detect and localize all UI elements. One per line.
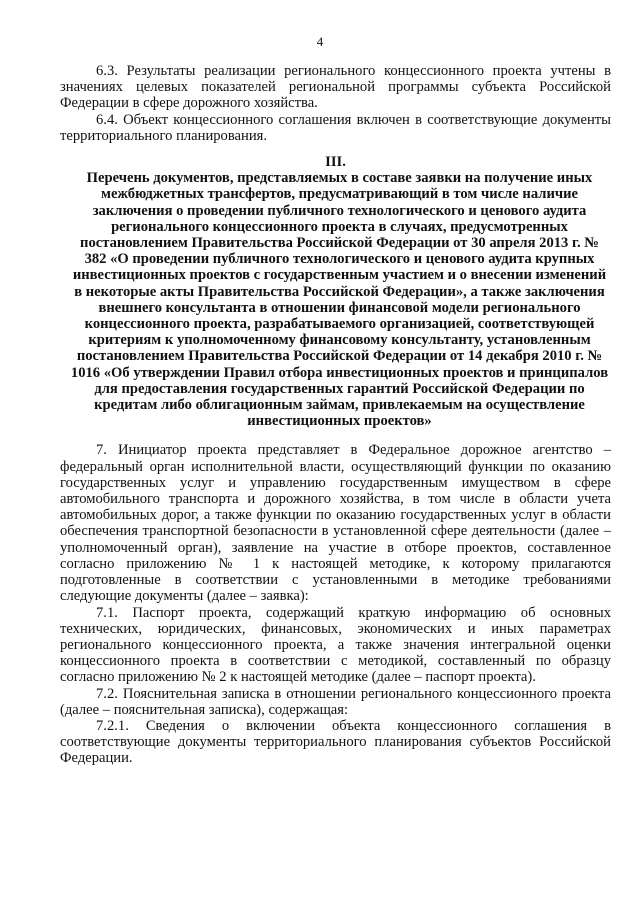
- paragraph-6-4: 6.4. Объект концессионного соглашения включен в соответствующие документы территориального планирования.: [60, 111, 611, 144]
- paragraph-7: 7. Инициатор проекта представляет в Федеральное дорожное агентство – федеральный орган исполнительной власти, осуществляющий функции по оказанию государственных услуг и управлению государственным имуществом в сфере автомобильного транспорта и дорожного хозяйства, в том числе в области учета автомобильных дорог, а также функции по оказанию государственных услуг в области обеспечения транспортной безопасности в установленной сфере деятельности (далее – уполномоченный орган), заявление на участие в отборе проектов, составленное согласно приложению № 1 к настоящей методике, к которому прилагаются подготовленные в соответствии с установленными в методике требованиями следующие документы (далее – заявка):: [60, 442, 611, 605]
- paragraph-7-2: 7.2. Пояснительная записка в отношении регионального концессионного проекта (далее – пояснительная записка), содержащая:: [60, 685, 611, 718]
- paragraph-7-2-1: 7.2.1. Сведения о включении объекта концессионного соглашения в соответствующие документы территориального планирования субъектов Российской Федерации.: [60, 717, 611, 767]
- paragraph-7-1: 7.1. Паспорт проекта, содержащий краткую информацию об основных технических, юридических, финансовых, экономических и иных параметрах регионального концессионного проекта, а также значения интегральной оценки концессионного проекта в соответствии с методикой, составленный по образцу согласно приложению № 2 к настоящей методике (далее – паспорт проекта).: [60, 604, 611, 686]
- section-number: III.: [325, 154, 346, 171]
- document-body: [60, 63, 611, 767]
- page-number: 4: [316, 34, 324, 49]
- section-heading: [60, 154, 611, 429]
- section-title: Перечень документов, представляемых в составе заявки на получение иных межбюджетных трансфертов, предусматривающий в том числе наличие заключения о проведении публичного технологического и ценового аудита регионального концессионного проекта в случаях, предусмотренных постановлением Правительства Российской Федерации от 30 апреля 2013 г. № 382 «О проведении публичного технологического и ценового аудита крупных инвестиционных проектов с государственным участием и о внесении изменений в некоторые акты Правительства Российской Федерации», а также заключения внешнего консультанта в отношении финансовой модели регионального концессионного проекта, разрабатываемого организацией, соответствующей критериям к уполномоченному финансовому консультанту, установленным постановлением Правительства Российской Федерации от 14 декабря 2010 г. № 1016 «Об утверждении Правил отбора инвестиционных проектов и принципалов для предоставления государственных гарантий Российской Федерации по кредитам либо облигационным займам, привлекаемым на осуществление инвестиционных проектов»: [70, 170, 609, 430]
- paragraph-6-3: 6.3. Результаты реализации регионального концессионного проекта учтены в значениях целевых показателей региональной программы субъекта Российской Федерации в сфере дорожного хозяйства.: [60, 63, 611, 112]
